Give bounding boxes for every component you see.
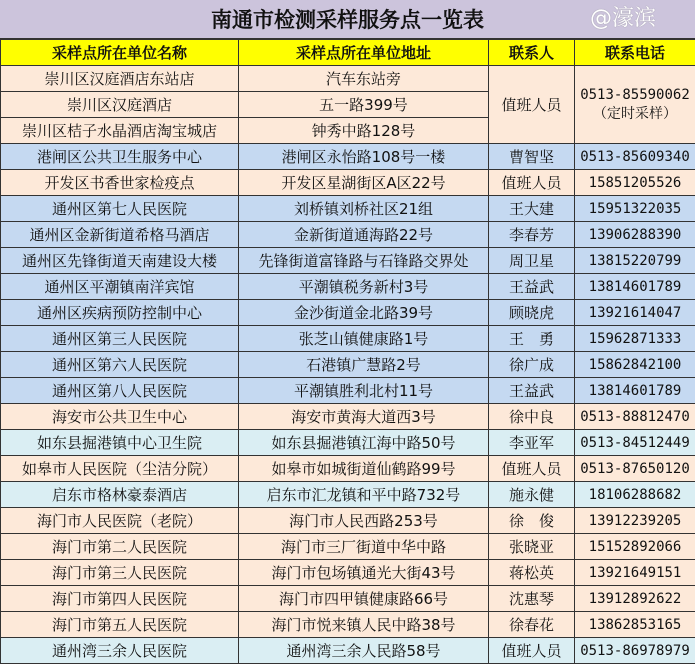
contact-phone: 13815220799 — [575, 248, 695, 274]
contact-phone: 0513-85609340 — [575, 144, 695, 170]
contact-phone: 13912892622 — [575, 586, 695, 612]
contact-person: 徐广成 — [489, 352, 575, 378]
contact-phone: 13862853165 — [575, 612, 695, 638]
contact-person: 王益武 — [489, 274, 575, 300]
contact-person: 曹智坚 — [489, 144, 575, 170]
site-name: 通州区先锋街道天南建设大楼 — [1, 248, 239, 274]
contact-phone: 13906288390 — [575, 222, 695, 248]
contact-phone: 13912239205 — [575, 508, 695, 534]
contact-person: 徐春花 — [489, 612, 575, 638]
contact-phone: 0513-88812470 — [575, 404, 695, 430]
contact-person: 值班人员 — [489, 638, 575, 664]
table-row — [1, 456, 695, 482]
site-address: 先锋街道富锋路与石锋路交界处 — [239, 248, 489, 274]
page-title: 南通市检测采样服务点一览表 — [0, 0, 695, 39]
contact-phone: 13814601789 — [575, 378, 695, 404]
site-name: 启东市格林豪泰酒店 — [1, 482, 239, 508]
site-address: 海门市四甲镇健康路66号 — [239, 586, 489, 612]
site-name: 海门市人民医院（老院） — [1, 508, 239, 534]
contact-phone: 13814601789 — [575, 274, 695, 300]
contact-person: 值班人员 — [489, 456, 575, 482]
site-name: 崇川区汉庭酒店东站店 — [1, 66, 239, 92]
phone-note: （定时采样） — [575, 103, 695, 123]
site-address: 平潮镇税务新村3号 — [239, 274, 489, 300]
contact-phone: 15851205526 — [575, 170, 695, 196]
table-row — [1, 404, 695, 430]
contact-phone: 18106288682 — [575, 482, 695, 508]
site-address: 金新街道通海路22号 — [239, 222, 489, 248]
table-row — [1, 586, 695, 612]
header-row — [1, 40, 695, 66]
table-row — [1, 534, 695, 560]
site-address: 刘桥镇刘桥社区21组 — [239, 196, 489, 222]
table-row — [1, 430, 695, 456]
table-body — [1, 66, 695, 664]
contact-phone: 13921649151 — [575, 560, 695, 586]
site-address: 启东市汇龙镇和平中路732号 — [239, 482, 489, 508]
site-name: 港闸区公共卫生服务中心 — [1, 144, 239, 170]
contact-phone: 13921614047 — [575, 300, 695, 326]
contact-person: 王大建 — [489, 196, 575, 222]
site-address: 海门市人民西路253号 — [239, 508, 489, 534]
header-name: 采样点所在单位名称 — [1, 40, 239, 66]
site-address: 通州湾三余人民路58号 — [239, 638, 489, 664]
site-address: 平潮镇胜利北村11号 — [239, 378, 489, 404]
site-name: 通州区金新街道希格马酒店 — [1, 222, 239, 248]
site-address: 海安市黄海大道西3号 — [239, 404, 489, 430]
site-address: 海门市包场镇通光大街43号 — [239, 560, 489, 586]
table-row — [1, 326, 695, 352]
table-row — [1, 248, 695, 274]
site-address: 海门市悦来镇人民中路38号 — [239, 612, 489, 638]
contact-phone: 15951322035 — [575, 196, 695, 222]
site-name: 海门市第三人民医院 — [1, 560, 239, 586]
contact-phone — [575, 66, 695, 144]
phone-number: 0513-85590062 — [575, 87, 695, 103]
site-address: 钟秀中路128号 — [239, 118, 489, 144]
table-row — [1, 170, 695, 196]
contact-phone: 15862842100 — [575, 352, 695, 378]
site-address: 石港镇广慧路2号 — [239, 352, 489, 378]
contact-person: 徐中良 — [489, 404, 575, 430]
site-name: 通州区疾病预防控制中心 — [1, 300, 239, 326]
site-address: 五一路399号 — [239, 92, 489, 118]
site-name: 海门市第四人民医院 — [1, 586, 239, 612]
contact-phone: 0513-86978979 — [575, 638, 695, 664]
contact-person: 徐 俊 — [489, 508, 575, 534]
table-row — [1, 508, 695, 534]
header-phone: 联系电话 — [575, 40, 695, 66]
site-name: 海安市公共卫生中心 — [1, 404, 239, 430]
contact-person: 李亚军 — [489, 430, 575, 456]
table-row — [1, 300, 695, 326]
contact-person: 顾晓虎 — [489, 300, 575, 326]
header-address: 采样点所在单位地址 — [239, 40, 489, 66]
site-address: 金沙街道金北路39号 — [239, 300, 489, 326]
site-name: 通州区平潮镇南洋宾馆 — [1, 274, 239, 300]
table-row — [1, 638, 695, 664]
watermark: @濠滨 — [590, 4, 656, 34]
table-row — [1, 222, 695, 248]
site-name: 海门市第五人民医院 — [1, 612, 239, 638]
site-name: 崇川区汉庭酒店 — [1, 92, 239, 118]
contact-person: 蒋松英 — [489, 560, 575, 586]
site-address: 海门市三厂街道中华中路 — [239, 534, 489, 560]
table-row — [1, 612, 695, 638]
table-row — [1, 352, 695, 378]
table-row — [1, 66, 695, 92]
site-name: 通州区第三人民医院 — [1, 326, 239, 352]
site-name: 开发区书香世家检疫点 — [1, 170, 239, 196]
table-row — [1, 144, 695, 170]
contact-person: 施永健 — [489, 482, 575, 508]
site-address: 港闸区永怡路108号一楼 — [239, 144, 489, 170]
contact-person: 值班人员 — [489, 170, 575, 196]
table-row — [1, 378, 695, 404]
contact-phone: 15962871333 — [575, 326, 695, 352]
site-address: 开发区星湖街区A区22号 — [239, 170, 489, 196]
site-address: 汽车东站旁 — [239, 66, 489, 92]
table-row — [1, 482, 695, 508]
contact-person: 王益武 — [489, 378, 575, 404]
site-address: 如皋市如城街道仙鹤路99号 — [239, 456, 489, 482]
site-name: 通州区第八人民医院 — [1, 378, 239, 404]
table-row — [1, 560, 695, 586]
sampling-sites-table — [0, 39, 695, 664]
contact-phone: 0513-87650120 — [575, 456, 695, 482]
header-contact: 联系人 — [489, 40, 575, 66]
contact-person: 张晓亚 — [489, 534, 575, 560]
site-name: 通州湾三余人民医院 — [1, 638, 239, 664]
contact-person: 沈惠琴 — [489, 586, 575, 612]
table-row — [1, 196, 695, 222]
contact-phone: 15152892066 — [575, 534, 695, 560]
contact-person: 李春芳 — [489, 222, 575, 248]
site-name: 通州区第六人民医院 — [1, 352, 239, 378]
site-name: 海门市第二人民医院 — [1, 534, 239, 560]
site-name: 如皋市人民医院（尘洁分院） — [1, 456, 239, 482]
contact-phone: 0513-84512449 — [575, 430, 695, 456]
site-address: 如东县掘港镇江海中路50号 — [239, 430, 489, 456]
contact-person: 周卫星 — [489, 248, 575, 274]
site-name: 崇川区桔子水晶酒店淘宝城店 — [1, 118, 239, 144]
site-name: 通州区第七人民医院 — [1, 196, 239, 222]
contact-person: 王 勇 — [489, 326, 575, 352]
site-address: 张芝山镇健康路1号 — [239, 326, 489, 352]
site-name: 如东县掘港镇中心卫生院 — [1, 430, 239, 456]
contact-person: 值班人员 — [489, 66, 575, 144]
table-row — [1, 274, 695, 300]
